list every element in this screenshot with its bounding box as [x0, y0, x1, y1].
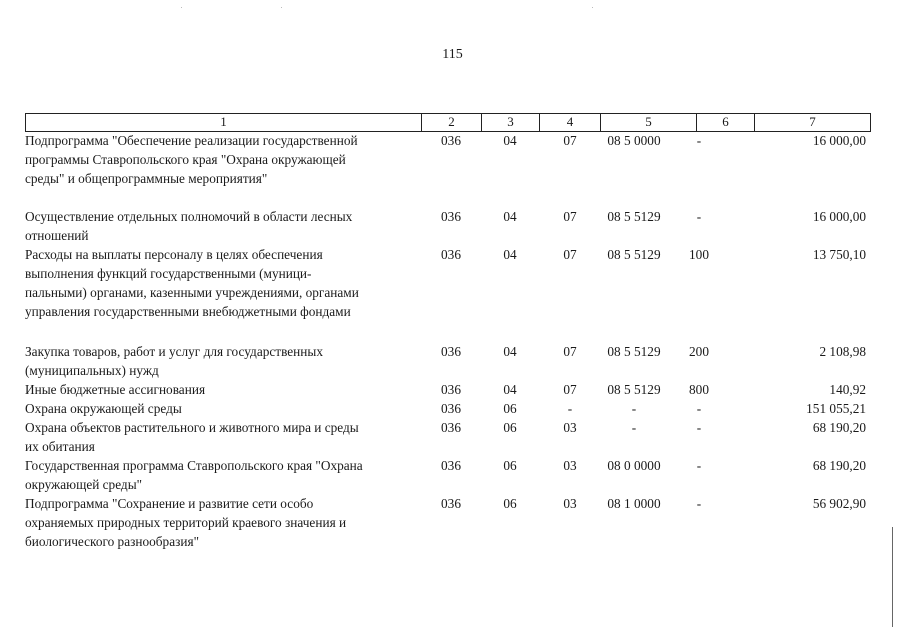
code-expense-type: -	[696, 401, 702, 416]
scan-speck	[281, 7, 282, 8]
code-ministry: 036	[441, 458, 461, 473]
header-col-6: 6	[696, 114, 754, 131]
description-line: Охрана окружающей среды	[25, 401, 182, 416]
page-number: 115	[442, 47, 463, 62]
description-line: пальными) органами, казенными учреждениями, органами	[25, 285, 359, 300]
code-ministry: 036	[441, 496, 461, 511]
header-col-1: 1	[25, 114, 421, 131]
description-line: Расходы на выплаты персоналу в целях обеспечения	[25, 247, 323, 262]
header-col-5: 5	[600, 114, 696, 131]
code-subsection: 07	[563, 382, 577, 397]
code-ministry: 036	[441, 133, 461, 148]
header-col-7: 7	[754, 114, 871, 131]
row-description	[25, 207, 420, 245]
description-line: Закупка товаров, работ и услуг для государственных	[25, 344, 323, 359]
description-line: управления государственными внебюджетными фондами	[25, 304, 351, 319]
header-col-4: 4	[539, 114, 600, 131]
row-description	[25, 494, 420, 551]
description-line: окружающей среды"	[25, 477, 143, 492]
code-ministry: 036	[441, 401, 461, 416]
amount: 16 000,00	[812, 209, 866, 224]
row-description	[25, 131, 420, 188]
amount: 68 190,20	[812, 420, 866, 435]
amount: 68 190,20	[812, 458, 866, 473]
amount: 2 108,98	[819, 344, 866, 359]
scan-edge-mark	[892, 527, 893, 627]
row-description	[25, 342, 420, 380]
code-subsection: -	[567, 401, 573, 416]
header-col-2: 2	[421, 114, 481, 131]
code-expense-type: -	[696, 496, 702, 511]
code-section: 04	[503, 382, 517, 397]
code-expense-type: 100	[689, 247, 709, 262]
code-ministry: 036	[441, 382, 461, 397]
code-ministry: 036	[441, 209, 461, 224]
scan-speck	[181, 7, 182, 8]
code-subsection: 07	[563, 133, 577, 148]
description-line: Охрана объектов растительного и животного мира и среды	[25, 420, 359, 435]
description-line: Подпрограмма "Обеспечение реализации государственной	[25, 133, 358, 148]
code-subsection: 07	[563, 209, 577, 224]
row-description	[25, 418, 420, 456]
code-target: -	[631, 420, 637, 435]
code-section: 06	[503, 401, 517, 416]
description-line: среды" и общепрограммные мероприятия"	[25, 171, 268, 186]
code-subsection: 07	[563, 247, 577, 262]
code-subsection: 03	[563, 496, 577, 511]
scan-speck	[592, 7, 593, 8]
code-section: 04	[503, 247, 517, 262]
code-section: 04	[503, 209, 517, 224]
code-section: 06	[503, 458, 517, 473]
row-description	[25, 245, 420, 321]
description-line: отношений	[25, 228, 89, 243]
code-expense-type: -	[696, 458, 702, 473]
header-col-3: 3	[481, 114, 539, 131]
amount: 16 000,00	[812, 133, 866, 148]
code-expense-type: 800	[689, 382, 709, 397]
description-line: их обитания	[25, 439, 95, 454]
description-line: (муниципальных) нужд	[25, 363, 159, 378]
code-section: 06	[503, 496, 517, 511]
description-line: выполнения функций государственными (муници-	[25, 266, 312, 281]
description-line: биологического разнообразия"	[25, 534, 200, 549]
code-expense-type: -	[696, 209, 702, 224]
description-line: Осуществление отдельных полномочий в области лесных	[25, 209, 353, 224]
code-target: 08 5 5129	[607, 247, 661, 262]
code-target: 08 5 5129	[607, 344, 661, 359]
code-target: 08 5 0000	[607, 133, 661, 148]
description-line: программы Ставропольского края "Охрана окружающей	[25, 152, 346, 167]
table-header-row	[25, 113, 871, 132]
code-target: 08 5 5129	[607, 209, 661, 224]
code-section: 04	[503, 133, 517, 148]
amount: 56 902,90	[812, 496, 866, 511]
code-expense-type: -	[696, 133, 702, 148]
description-line: охраняемых природных территорий краевого значения и	[25, 515, 347, 530]
description-line: Государственная программа Ставропольского края "Охрана	[25, 458, 363, 473]
row-description	[25, 380, 420, 399]
code-subsection: 03	[563, 420, 577, 435]
code-target: 08 1 0000	[607, 496, 661, 511]
code-subsection: 07	[563, 344, 577, 359]
row-description	[25, 399, 420, 418]
code-ministry: 036	[441, 344, 461, 359]
code-target: -	[631, 401, 637, 416]
description-line: Иные бюджетные ассигнования	[25, 382, 206, 397]
code-section: 06	[503, 420, 517, 435]
description-line: Подпрограмма "Сохранение и развитие сети особо	[25, 496, 314, 511]
code-target: 08 0 0000	[607, 458, 661, 473]
code-ministry: 036	[441, 247, 461, 262]
code-target: 08 5 5129	[607, 382, 661, 397]
code-ministry: 036	[441, 420, 461, 435]
amount: 151 055,21	[806, 401, 866, 416]
code-expense-type: -	[696, 420, 702, 435]
code-section: 04	[503, 344, 517, 359]
code-subsection: 03	[563, 458, 577, 473]
row-description	[25, 456, 420, 494]
code-expense-type: 200	[689, 344, 709, 359]
amount: 13 750,10	[812, 247, 866, 262]
amount: 140,92	[829, 382, 866, 397]
